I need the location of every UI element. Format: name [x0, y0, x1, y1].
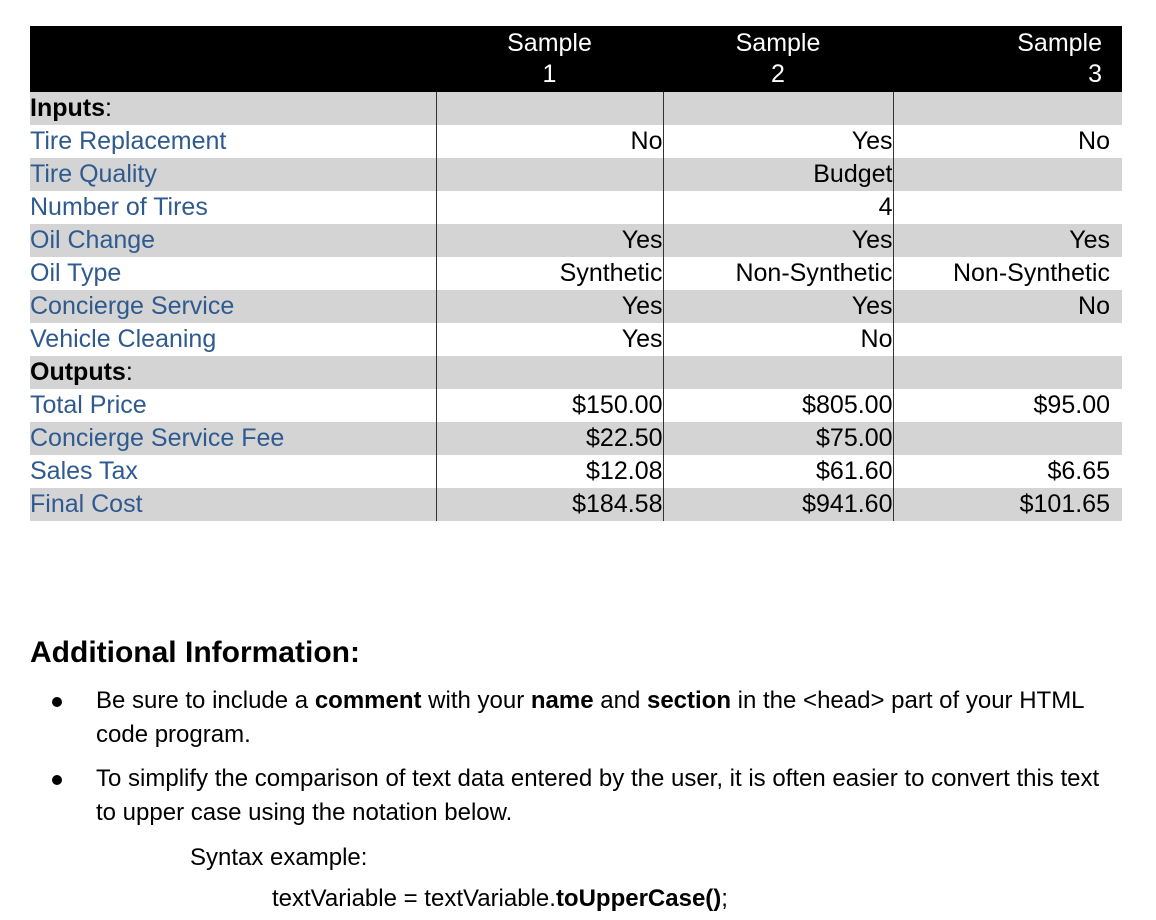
header-sample-3: Sample 3 — [893, 26, 1122, 92]
table-row — [30, 422, 1122, 455]
cell-value — [893, 191, 1122, 224]
table-row — [30, 125, 1122, 158]
bullet-icon — [52, 697, 62, 707]
cell-value: Yes — [663, 224, 893, 257]
table-row — [30, 158, 1122, 191]
cell-value: $95.00 — [893, 389, 1122, 422]
syntax-example-label: Syntax example: — [190, 844, 368, 871]
cell-value: $6.65 — [893, 455, 1122, 488]
cell-value: $150.00 — [436, 389, 663, 422]
header-sample-1: Sample 1 — [436, 26, 663, 92]
cell-value: Synthetic — [436, 257, 663, 290]
cell-value: $805.00 — [663, 389, 893, 422]
cell-value: No — [893, 125, 1122, 158]
cell-value: No — [893, 290, 1122, 323]
row-label: Vehicle Cleaning — [30, 323, 436, 356]
cell-value — [893, 323, 1122, 356]
bullet-list — [30, 684, 1120, 840]
cell-value: No — [436, 125, 663, 158]
cell-value: 4 — [663, 191, 893, 224]
table-row — [30, 389, 1122, 422]
cell-value: Yes — [436, 290, 663, 323]
cell-value: $75.00 — [663, 422, 893, 455]
table-row — [30, 323, 1122, 356]
samples-table — [30, 26, 1122, 521]
section-heading-inputs: Inputs: — [30, 92, 436, 125]
row-label: Final Cost — [30, 488, 436, 521]
additional-information-heading: Additional Information: — [30, 636, 360, 669]
cell-value: Non-Synthetic — [663, 257, 893, 290]
table-row — [30, 488, 1122, 521]
cell-value: Yes — [436, 224, 663, 257]
cell-value: Budget — [663, 158, 893, 191]
header-corner-cell — [30, 26, 436, 92]
row-label: Total Price — [30, 389, 436, 422]
row-label: Tire Quality — [30, 158, 436, 191]
list-item: To simplify the comparison of text data entered by the user, it is often easier to convert this text to upper case using the notation below. — [30, 762, 1120, 830]
table-row — [30, 290, 1122, 323]
table-row — [30, 455, 1122, 488]
cell-value: $12.08 — [436, 455, 663, 488]
cell-value — [893, 422, 1122, 455]
table-header-row — [30, 26, 1122, 92]
table-row — [30, 191, 1122, 224]
row-label: Sales Tax — [30, 455, 436, 488]
bullet-icon — [52, 775, 62, 785]
cell-value: $941.60 — [663, 488, 893, 521]
row-label: Number of Tires — [30, 191, 436, 224]
row-label: Oil Change — [30, 224, 436, 257]
header-sample-2: Sample 2 — [663, 26, 893, 92]
cell-value: Yes — [893, 224, 1122, 257]
cell-value: $184.58 — [436, 488, 663, 521]
section-heading-outputs: Outputs: — [30, 356, 436, 389]
row-label: Tire Replacement — [30, 125, 436, 158]
cell-value: $61.60 — [663, 455, 893, 488]
row-label: Oil Type — [30, 257, 436, 290]
cell-value — [436, 158, 663, 191]
cell-value — [893, 158, 1122, 191]
cell-value: Yes — [436, 323, 663, 356]
cell-value: Non-Synthetic — [893, 257, 1122, 290]
table-row — [30, 224, 1122, 257]
cell-value: Yes — [663, 125, 893, 158]
cell-value: Yes — [663, 290, 893, 323]
row-label: Concierge Service — [30, 290, 436, 323]
section-row-outputs — [30, 356, 1122, 389]
section-row-inputs — [30, 92, 1122, 125]
cell-value: $101.65 — [893, 488, 1122, 521]
cell-value — [436, 191, 663, 224]
list-item: Be sure to include a comment with your name and section in the <head> part of your HTML code program. — [30, 684, 1120, 752]
cell-value: $22.50 — [436, 422, 663, 455]
table-row — [30, 257, 1122, 290]
cell-value: No — [663, 323, 893, 356]
syntax-example-code: textVariable = textVariable.toUpperCase(); — [272, 885, 728, 912]
row-label: Concierge Service Fee — [30, 422, 436, 455]
